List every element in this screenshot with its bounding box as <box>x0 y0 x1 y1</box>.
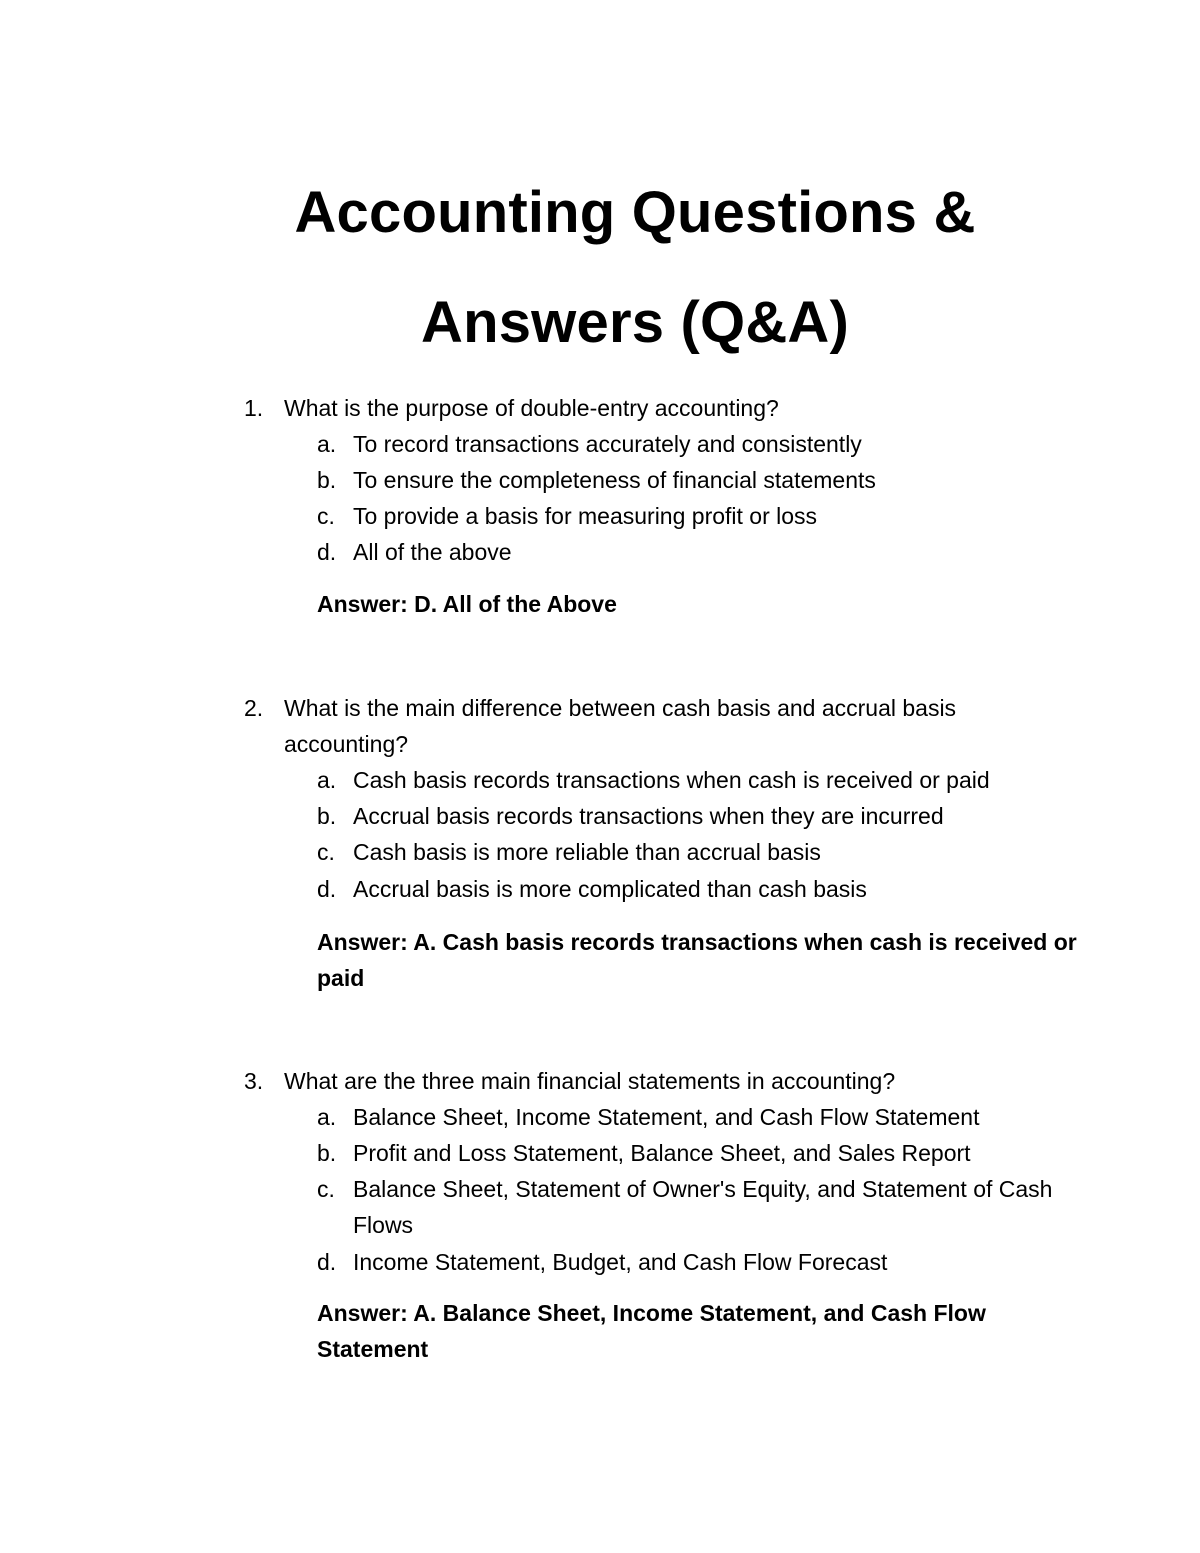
option-text: Balance Sheet, Statement of Owner's Equity, and Statement of Cash Flows <box>353 1176 1053 1238</box>
question-number: 1. <box>244 395 264 421</box>
option-text: Cash basis is more reliable than accrual basis <box>353 839 821 865</box>
option-letter: d. <box>317 539 337 565</box>
option-letter: c. <box>317 839 335 865</box>
question-text: What is the main difference between cash basis and accrual basis accounting? <box>284 695 957 757</box>
page-title <box>0 158 1200 378</box>
option-text: To record transactions accurately and consistently <box>353 431 862 457</box>
answer-1: Answer: D. All of the Above <box>317 591 617 617</box>
option-letter: a. <box>317 767 337 793</box>
option-letter: a. <box>317 1104 337 1130</box>
question-number: 2. <box>244 695 264 721</box>
question-text: What is the purpose of double-entry accounting? <box>284 395 779 421</box>
option-letter: d. <box>317 876 337 902</box>
option-letter: a. <box>317 431 337 457</box>
option-letter: b. <box>317 467 337 493</box>
option-text: All of the above <box>353 539 512 565</box>
title-line-1: Accounting Questions & <box>294 180 976 245</box>
option-letter: b. <box>317 803 337 829</box>
option-text: Accrual basis is more complicated than cash basis <box>353 876 867 902</box>
option-text: Accrual basis records transactions when they are incurred <box>353 803 944 829</box>
option-text: Profit and Loss Statement, Balance Sheet, and Sales Report <box>353 1140 971 1166</box>
option-letter: d. <box>317 1249 337 1275</box>
question-text: What are the three main financial statements in accounting? <box>284 1068 896 1094</box>
option-letter: c. <box>317 503 335 529</box>
answer-3: Answer: A. Balance Sheet, Income Statement, and Cash Flow Statement <box>317 1300 986 1362</box>
option-letter: c. <box>317 1176 335 1202</box>
option-text: Income Statement, Budget, and Cash Flow Forecast <box>353 1249 888 1275</box>
title-line-2: Answers (Q&A) <box>421 290 849 355</box>
answer-2: Answer: A. Cash basis records transactions when cash is received or paid <box>317 929 1077 991</box>
option-text: Cash basis records transactions when cash is received or paid <box>353 767 990 793</box>
option-text: To provide a basis for measuring profit or loss <box>353 503 818 529</box>
option-letter: b. <box>317 1140 337 1166</box>
option-text: To ensure the completeness of financial statements <box>353 467 876 493</box>
question-number: 3. <box>244 1068 264 1094</box>
option-text: Balance Sheet, Income Statement, and Cash Flow Statement <box>353 1104 980 1130</box>
